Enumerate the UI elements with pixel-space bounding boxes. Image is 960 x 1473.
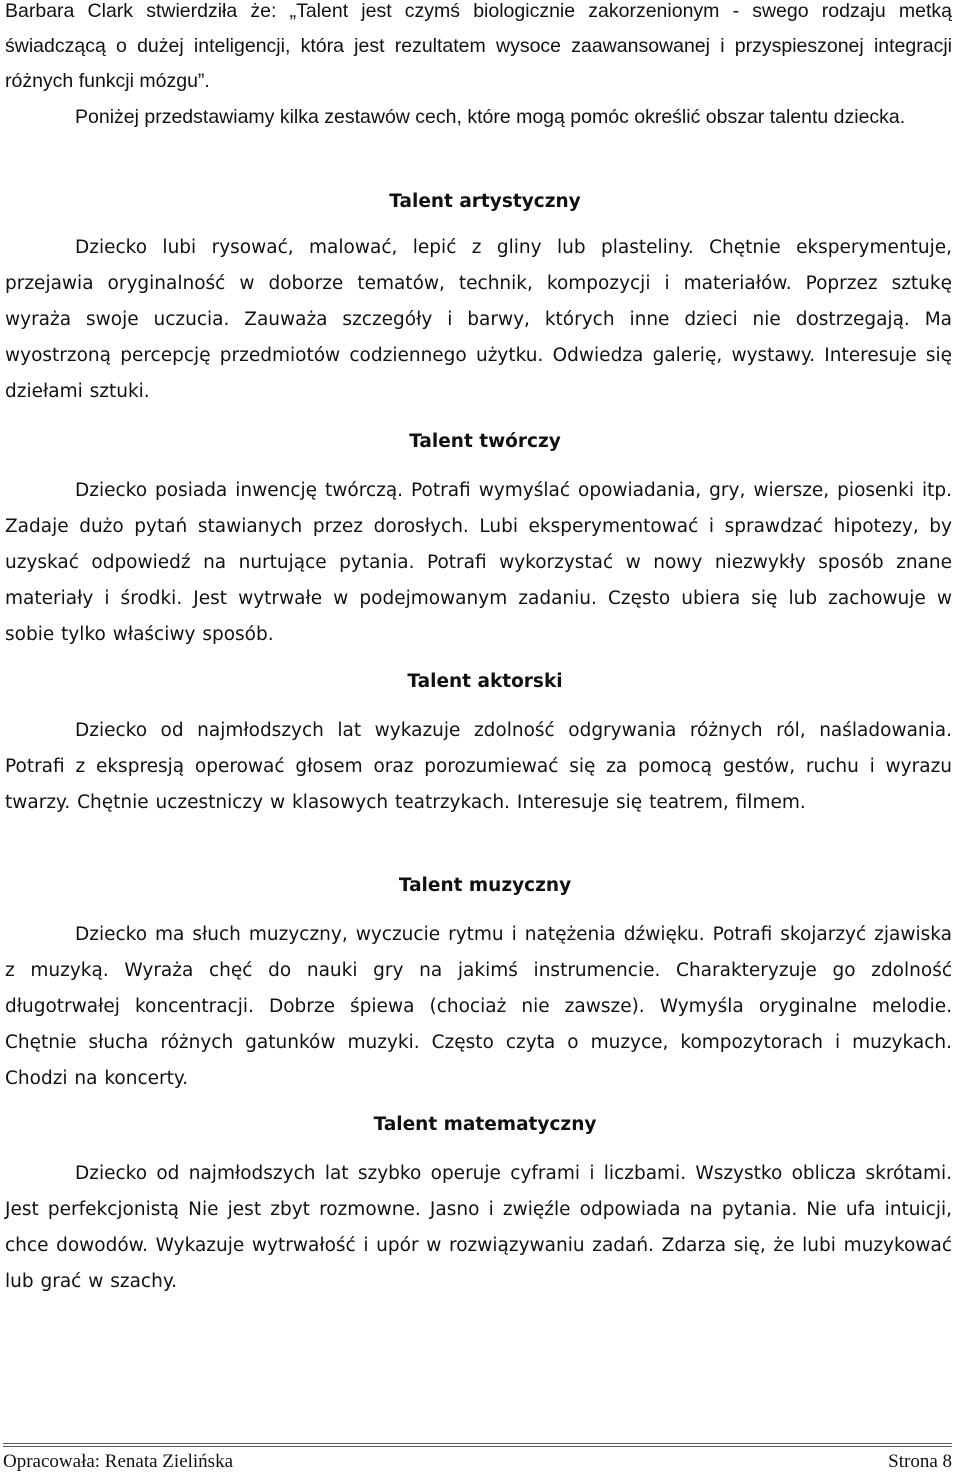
section-body-aktorski (5, 713, 952, 821)
section-body-text: Dziecko posiada inwencję twórczą. Potrafi wymyślać opowiadania, gry, wiersze, piosenki itp. Zadaje dużo pytań stawianych przez dorosłych. Lubi eksperymentować i sprawdzać hipotezy, by uzyskać odpowiedź na nurtujące pytania. Potrafi wykorzystać w nowy niezwykły sposób znane materiały i środki. Jest wytrwałe w podejmowanym zadaniu. Często ubiera się lub zachowuje w sobie tylko właściwy sposób. (5, 480, 952, 645)
section-body-muzyczny (5, 917, 952, 1097)
section-body-text: Dziecko lubi rysować, malować, lepić z gliny lub plasteliny. Chętnie eksperymentuje, przejawia oryginalność w doborze tematów, technik, kompozycji i materiałów. Poprzez sztukę wyraża swoje uczucia. Zauważa szczegóły i barwy, których inne dzieci nie dostrzegają. Ma wyostrzoną percepcję przedmiotów codziennego użytku. Odwiedza galerię, wystawy. Interesuje się dziełami sztuki. (5, 237, 952, 402)
page-footer (3, 1443, 952, 1473)
section-body-text: Dziecko od najmłodszych lat szybko operuje cyframi i liczbami. Wszystko oblicza skrótami. Jest perfekcjonistą Nie jest zbyt rozmowne. Jasno i zwięźle odpowiada na pytania. Nie ufa intuicji, chce dowodów. Wykazuje wytrwałość i upór w rozwiązywaniu zadań. Zdarza się, że lubi muzykować lub grać w szachy. (5, 1163, 952, 1292)
section-body-text: Dziecko od najmłodszych lat wykazuje zdolność odgrywania różnych ról, naśladowania. Potrafi z ekspresją operować głosem oraz porozumiewać się za pomocą gestów, ruchu i wyrazu twarzy. Chętnie uczestniczy w klasowych teatrzykach. Interesuje się teatrem, filmem. (5, 720, 952, 813)
section-heading-muzyczny: Talent muzyczny (398, 875, 572, 896)
section-heading-aktorski: Talent aktorski (407, 671, 563, 692)
section-body-matematyczny (5, 1156, 952, 1300)
section-heading-artystyczny: Talent artystyczny (389, 191, 581, 212)
section-heading-tworczy: Talent twórczy (409, 431, 561, 452)
section-body-tworczy (5, 473, 952, 653)
footer-page-number: Strona 8 (888, 1451, 952, 1472)
intro-paragraph (5, 100, 952, 135)
section-body-text: Dziecko ma słuch muzyczny, wyczucie rytmu i natężenia dźwięku. Potrafi skojarzyć zjawiska z muzyką. Wyraża chęć do nauki gry na jakimś instrumencie. Charakteryzuje go zdolność długotrwałej koncentracji. Dobrze śpiewa (chociaż nie zawsze). Wymyśla oryginalne melodie. Chętnie słucha różnych gatunków muzyki. Często czyta o muzyce, kompozytorach i muzykach. Chodzi na koncerty. (5, 924, 952, 1089)
footer-author: Opracowała: Renata Zielińska (3, 1451, 234, 1472)
section-body-artystyczny (5, 230, 952, 410)
section-heading-matematyczny: Talent matematyczny (373, 1114, 597, 1135)
intro-quote-paragraph: Barbara Clark stwierdziła że: „Talent jest czymś biologicznie zakorzenionym - swego rodzaju metką świadczącą o dużej inteligencji, która jest rezultatem wysoce zaawansowanej i przyspieszonej integracji różnych funkcji mózgu”. (5, 0, 952, 92)
intro-paragraph-text: Poniżej przedstawiamy kilka zestawów cech, które mogą pomóc określić obszar talentu dziecka. (75, 106, 906, 128)
